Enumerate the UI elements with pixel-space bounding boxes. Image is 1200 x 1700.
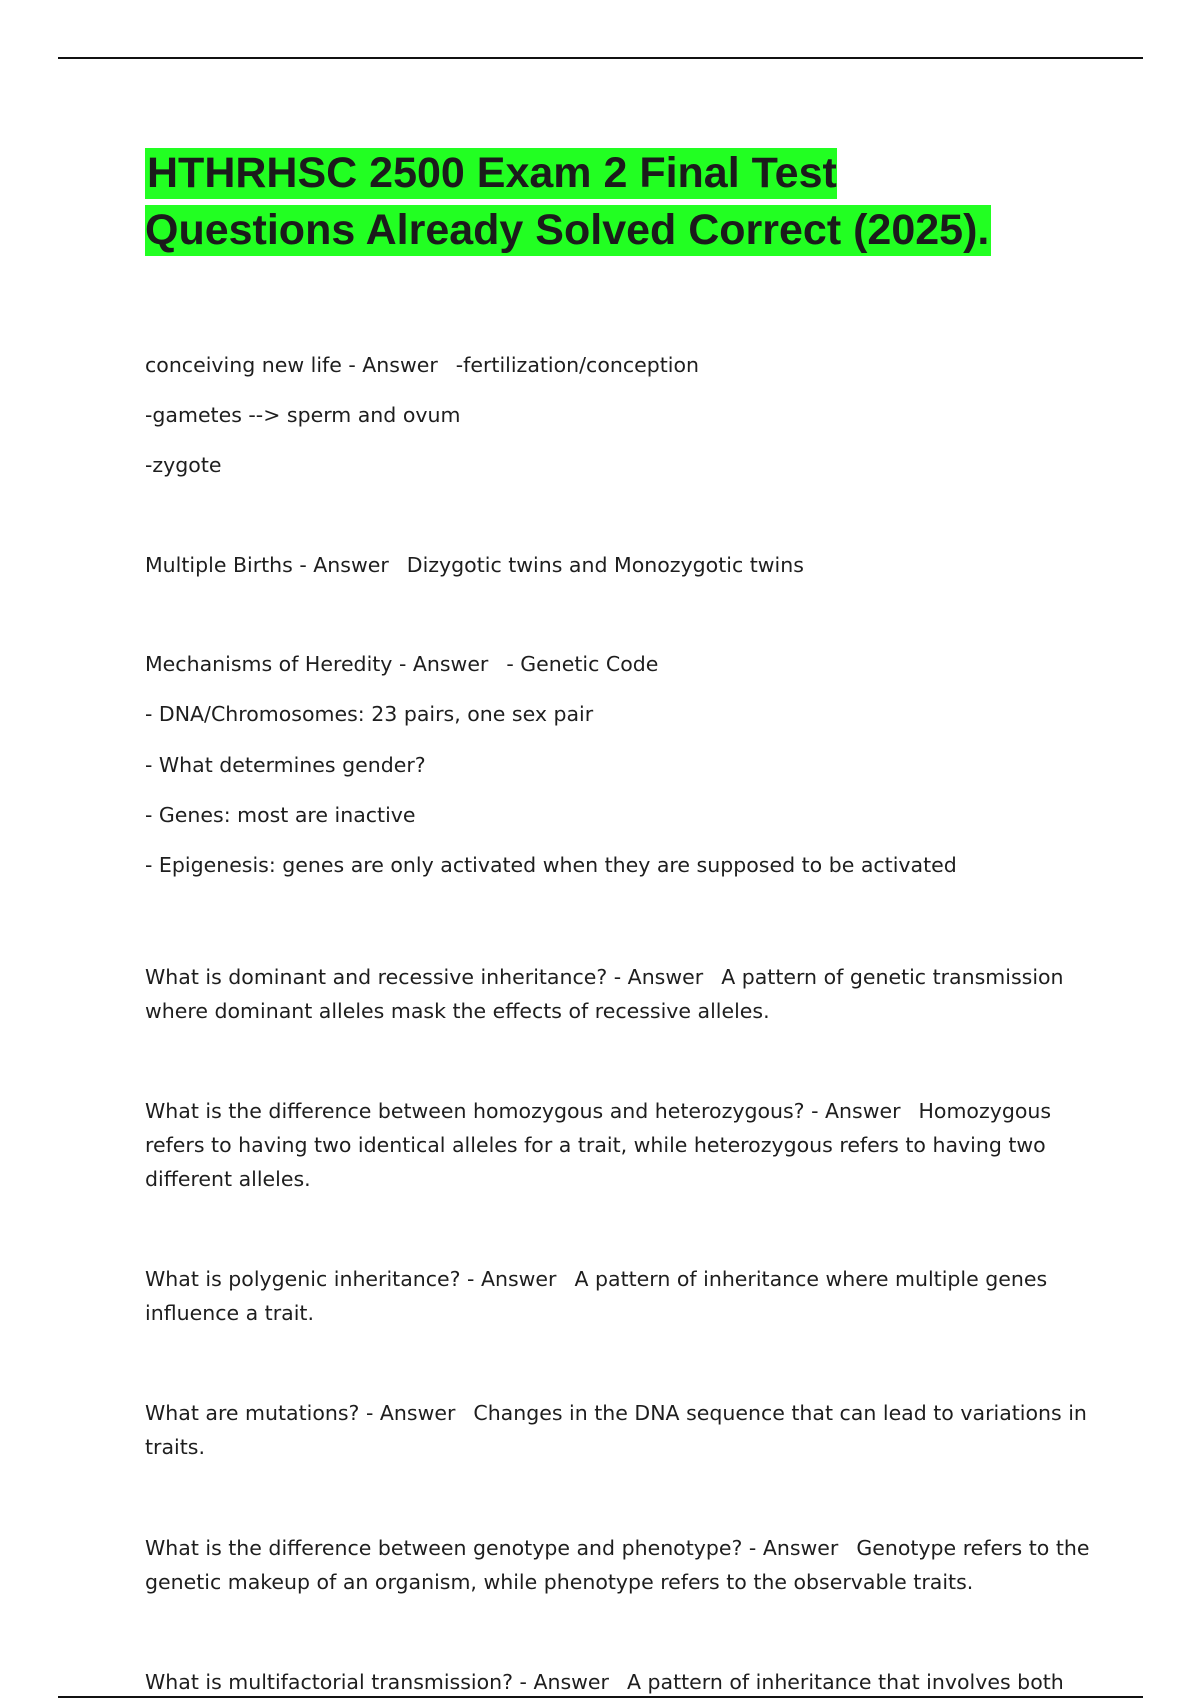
question-text: What is multifactorial transmission? - Answer xyxy=(145,1670,609,1694)
entry-genotype-phenotype xyxy=(145,1531,1095,1599)
answer-text: Homozygous refers to having two identical alleles for a trait, while heterozygous refers to having two different alleles. xyxy=(145,1099,1052,1191)
document-title xyxy=(145,145,1045,259)
question-text: Mechanisms of Heredity - Answer xyxy=(145,652,489,676)
entry-homozygous-heterozygous xyxy=(145,1094,1095,1196)
answer-text: -fertilization/conception xyxy=(455,353,700,377)
entry-multifactorial-transmission xyxy=(145,1665,1095,1699)
entry-dominant-recessive xyxy=(145,960,1095,1028)
answer-line: - DNA/Chromosomes: 23 pairs, one sex pair xyxy=(145,702,594,726)
entry-conceiving-new-life xyxy=(145,348,1095,382)
answer-text: A pattern of genetic transmission where dominant alleles mask the effects of recessive alleles. xyxy=(145,965,1064,1023)
answer-text: Changes in the DNA sequence that can lead to variations in traits. xyxy=(145,1401,1087,1459)
question-text: What is polygenic inheritance? - Answer xyxy=(145,1267,557,1291)
answer-line: -gametes --> sperm and ovum xyxy=(145,403,461,427)
question-text: What is dominant and recessive inheritance? - Answer xyxy=(145,965,704,989)
question-text: Multiple Births - Answer xyxy=(145,553,389,577)
answer-line: - What determines gender? xyxy=(145,753,426,777)
answer-line: - Epigenesis: genes are only activated when they are supposed to be activated xyxy=(145,853,957,877)
top-divider xyxy=(58,57,1143,59)
answer-text: A pattern of inheritance that involves both xyxy=(626,1670,1064,1694)
question-text: What is the difference between homozygous and heterozygous? - Answer xyxy=(145,1099,901,1123)
question-text: conceiving new life - Answer xyxy=(145,353,438,377)
entry-multiple-births xyxy=(145,548,1095,582)
question-text: What is the difference between genotype and phenotype? - Answer xyxy=(145,1536,839,1560)
entry-mutations xyxy=(145,1396,1095,1464)
answer-text: Dizygotic twins and Monozygotic twins xyxy=(406,553,804,577)
answer-line: -zygote xyxy=(145,453,222,477)
title-highlight: HTHRHSC 2500 Exam 2 Final Test Questions Already Solved Correct (2025). xyxy=(145,149,990,254)
answer-text: A pattern of inheritance where multiple genes influence a trait. xyxy=(145,1267,1048,1325)
answer-text: - Genetic Code xyxy=(506,652,659,676)
bottom-divider xyxy=(58,1696,1143,1698)
entry-mechanisms-of-heredity xyxy=(145,647,1095,681)
question-text: What are mutations? - Answer xyxy=(145,1401,456,1425)
answer-text: Genotype refers to the genetic makeup of an organism, while phenotype refers to the observable traits. xyxy=(145,1536,1090,1594)
answer-line: - Genes: most are inactive xyxy=(145,803,416,827)
entry-polygenic-inheritance xyxy=(145,1262,1095,1330)
